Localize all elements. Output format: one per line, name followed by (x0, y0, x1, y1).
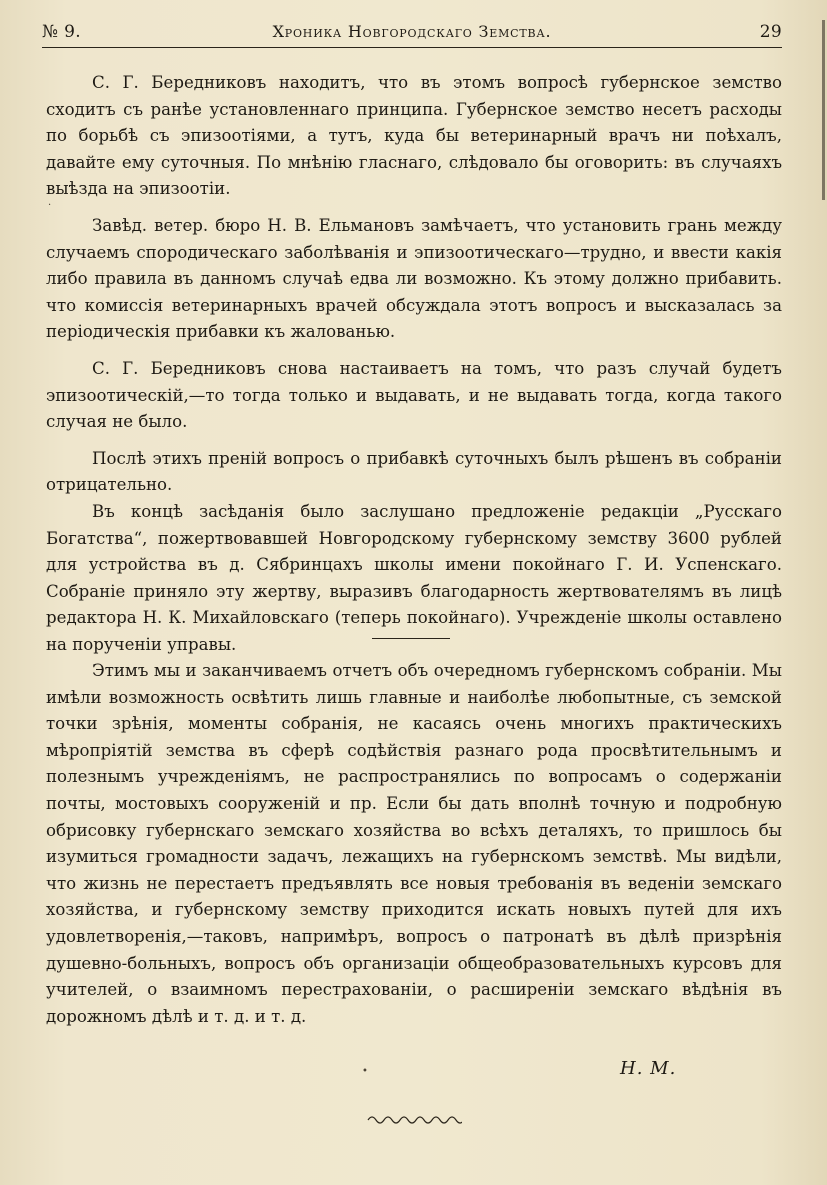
page-edge-mark (822, 20, 825, 200)
closing-section (46, 658, 782, 1030)
header-rule (42, 47, 782, 48)
article-body (46, 70, 782, 658)
running-header (42, 20, 782, 46)
end-flourish-ornament (366, 1112, 462, 1126)
paragraph-1: С. Г. Бередниковъ находитъ, что въ этомъ вопросѣ губернское земство сходитъ съ ранѣе установленнаго принципа. Губернское земство несетъ расходы по борьбѣ съ эпизоотіями, а тутъ, куда бы ветеринарный врачъ ни поѣхалъ, давайте ему суточныя. По мнѣнію гласнаго, слѣдовало бы оговорить: въ случаяхъ выѣзда на эпизоотіи. (46, 73, 782, 199)
page-number: 29 (759, 22, 782, 42)
running-title: Хроника Новгородскаго Земства. (272, 22, 552, 41)
section-separator (372, 638, 450, 639)
closing-paragraph: Этимъ мы и заканчиваемъ отчетъ объ очередномъ губернскомъ собраніи. Мы имѣли возможность освѣтить лишь главные и наиболѣе любопытные, съ земской точки зрѣнія, моменты собранія, не касаясь очень многихъ практическихъ мѣропріятій земства въ сферѣ содѣйствія разнаго рода просвѣтительнымъ и полезнымъ учрежденіямъ, не распространялись по вопросамъ о содержаніи почты, мостовыхъ сооруженій и пр. Если бы дать вполнѣ точную и подробную обрисовку губернскаго земскаго хозяйства во всѣхъ деталяхъ, то пришлось бы изумиться громадности задачъ, лежащихъ на губернскомъ земствѣ. Мы видѣли, что жизнь не перестаетъ предъявлять все новыя требованія въ веденіи земскаго хозяйства, и губернскому земству приходится искать новыхъ путей для ихъ удовлетворенія,—таковъ, напримѣръ, вопросъ о патронатѣ въ дѣлѣ призрѣнія душевно-больныхъ, вопросъ объ организаціи общеобразовательныхъ курсовъ для учителей, о взаимномъ перестрахованіи, о расширеніи земскаго вѣдѣнія въ дорожномъ дѣлѣ и т. д. и т. д. (46, 661, 782, 1026)
paragraph-5: Въ концѣ засѣданія было заслушано предложеніе редакціи „Русскаго Богатства“, пожертвовавшей Новгородскому губернскому земству 3600 рублей для устройства въ д. Сябринцахъ школы имени покойнаго Г. И. Успенскаго. Собраніе приняло эту жертву, выразивъ благодарность жертвователямъ въ лицѣ редактора Н. К. Михайловскаго (теперь покойнаго). Учрежденіе школы оставлено на порученіи управы. (46, 501, 782, 654)
author-signature: Н. М. (620, 1058, 677, 1079)
paragraph-4: Послѣ этихъ преній вопросъ о прибавкѣ суточныхъ былъ рѣшенъ въ собраніи отрицательно. (46, 448, 782, 495)
issue-number: № 9. (42, 22, 81, 42)
print-speck: • (362, 1066, 368, 1077)
paragraph-3: С. Г. Бередниковъ снова настаиваетъ на томъ, что разъ случай будетъ эпизоотическій,—то тогда только и выдавать, и не выдавать тогда, когда такого случая не было. (46, 358, 782, 432)
paragraph-2: Завѣд. ветер. бюро Н. В. Ельмановъ замѣчаетъ, что установить грань между случаемъ спородическаго заболѣванія и эпизоотическаго—трудно, и ввести какія либо правила въ данномъ случаѣ едва ли возможно. Къ этому должно прибавить. что комиссія ветеринарныхъ врачей обсуждала этотъ вопросъ и высказалась за періодическія прибавки къ жалованью. (46, 215, 782, 342)
print-speck: · (48, 200, 52, 211)
